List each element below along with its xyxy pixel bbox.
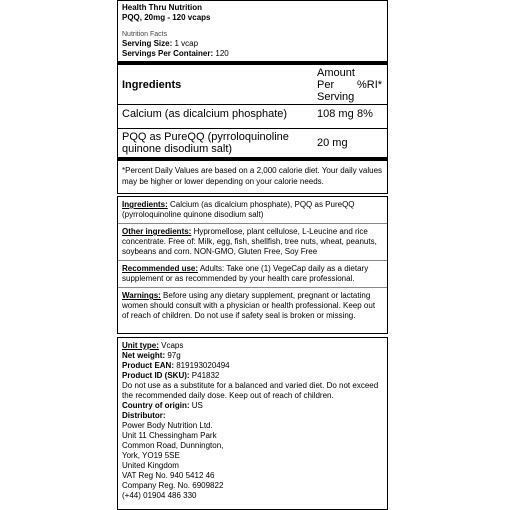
amount-header: Amount Per Serving: [317, 67, 355, 103]
product-details-panel: [117, 337, 388, 510]
row-amount: 20 mg: [317, 137, 348, 149]
country-of-origin: Country of origin: US: [122, 401, 203, 410]
ri-header: %RI*: [357, 79, 383, 91]
other-ingredients-section: Other ingredients: Hypromellose, plant cellulose, L-Leucine and rice concentrate. Free of: Milk, egg, fish, shellfish, tree nuts, wheat, peanuts, soybeans and corn. NON-GMO, Gluten Free, Soy Free: [122, 227, 377, 256]
address-line: Unit 11 Chessingham Park: [122, 431, 217, 440]
product-name: PQQ, 20mg - 120 vcaps: [122, 13, 211, 22]
ingredients-section: Ingredients: Calcium (as dicalcium phosphate), PQQ as PureQQ (pyrroloquinoline quinone disodium salt): [122, 200, 355, 219]
row-name: PQQ as PureQQ (pyrroloquinoline quinone disodium salt): [122, 131, 289, 155]
product-sku: Product ID (SKU): P41832: [122, 371, 220, 380]
daily-values-footnote: *Percent Daily Values are based on a 2,000 calorie diet. Your daily values may be higher or lower depending on your calorie needs.: [122, 166, 383, 186]
servings-per-container: Servings Per Container: 120: [122, 49, 229, 58]
product-ean: Product EAN: 819193020494: [122, 361, 230, 370]
product-info-panel: [117, 196, 388, 334]
nutrition-facts-title: Nutrition Facts: [122, 31, 168, 38]
ingredients-header: Ingredients: [122, 79, 182, 91]
unit-type: Unit type: Vcaps: [122, 341, 184, 350]
phone-number: (+44) 01904 486 330: [122, 491, 197, 500]
table-row: [122, 105, 383, 128]
company-reg-number: Company Reg. No. 6909822: [122, 481, 224, 490]
net-weight: Net weight: 97g: [122, 351, 181, 360]
nutrition-facts-panel: [117, 0, 388, 194]
disclaimer: Do not use as a substitute for a balanced and varied diet. Do not exceed the recommended daily dose. Keep out of reach of children.: [122, 381, 379, 400]
address-line: United Kingdom: [122, 461, 179, 470]
row-amount: 108 mg: [317, 108, 354, 120]
distributor-label: Distributor:: [122, 411, 166, 420]
vat-number: VAT Reg No. 940 5412 46: [122, 471, 215, 480]
address-line: York, YO19 5SE: [122, 451, 180, 460]
brand-name: Health Thru Nutrition: [122, 3, 202, 12]
serving-size: Serving Size: 1 vcap: [122, 39, 199, 48]
table-row: [122, 129, 383, 157]
recommended-use-section: Recommended use: Adults: Take one (1) VegeCap daily as a dietary supplement or as recommended by your health care professional.: [122, 264, 369, 283]
table-header: [122, 65, 383, 104]
address-line: Power Body Nutrition Ltd.: [122, 421, 213, 430]
row-ri: 8%: [357, 108, 373, 120]
address-line: Common Road, Dunnington,: [122, 441, 224, 450]
warnings-section: Warnings: Before using any dietary supplement, pregnant or lactating women should consult with a physician or health professional. Keep out of reach of children. Do not use if safety seal is broken or missing.: [122, 291, 376, 320]
row-name: Calcium (as dicalcium phosphate): [122, 108, 288, 120]
